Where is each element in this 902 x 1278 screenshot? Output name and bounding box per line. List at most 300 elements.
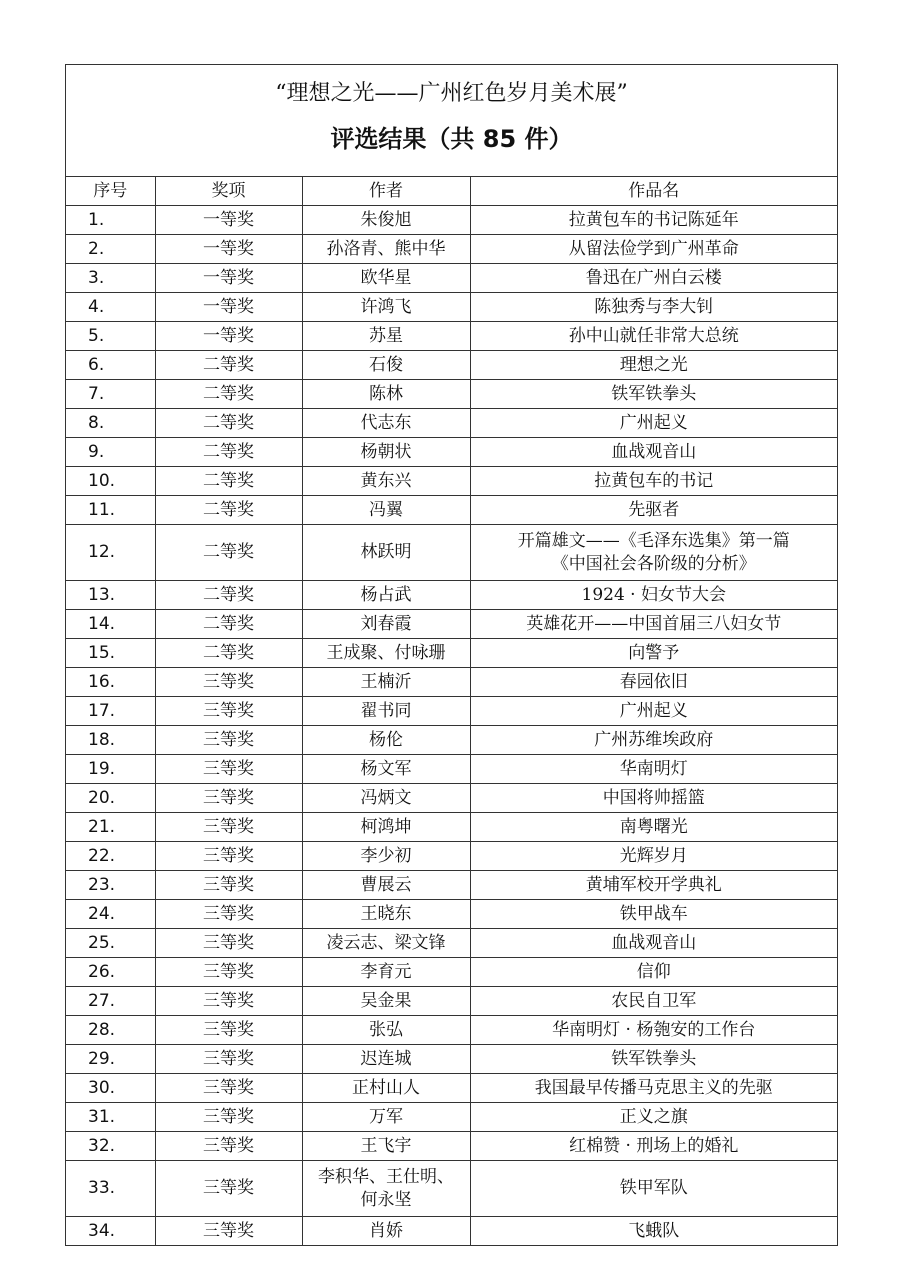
table-row bbox=[66, 438, 837, 467]
row-number: 3. bbox=[88, 267, 105, 288]
work-title: 广州起义 bbox=[619, 412, 688, 433]
results-table bbox=[66, 177, 837, 1245]
award-level: 三等奖 bbox=[203, 671, 254, 692]
table-row bbox=[66, 784, 837, 813]
cell-work bbox=[470, 668, 837, 697]
row-number: 24. bbox=[88, 903, 116, 924]
cell-author bbox=[302, 668, 470, 697]
table-row bbox=[66, 409, 837, 438]
table-row bbox=[66, 1103, 837, 1132]
cell-author bbox=[302, 842, 470, 871]
work-title: 血战观音山 bbox=[611, 932, 697, 953]
cell-author bbox=[302, 351, 470, 380]
row-number: 12. bbox=[88, 542, 116, 562]
cell-author bbox=[302, 438, 470, 467]
work-title: 南粤曙光 bbox=[619, 816, 688, 837]
work-title: 先驱者 bbox=[628, 499, 680, 520]
cell-work bbox=[470, 496, 837, 525]
author-name: 刘春霞 bbox=[360, 613, 412, 634]
cell-author bbox=[302, 987, 470, 1016]
cell-author bbox=[302, 467, 470, 496]
award-level: 三等奖 bbox=[203, 903, 254, 924]
award-level: 二等奖 bbox=[203, 412, 254, 433]
cell-award bbox=[155, 726, 302, 755]
row-number: 6. bbox=[88, 354, 105, 375]
cell-award bbox=[155, 1103, 302, 1132]
cell-no bbox=[66, 929, 155, 958]
cell-work bbox=[470, 842, 837, 871]
results-subtitle: 评选结果（共 85 件） bbox=[330, 125, 573, 153]
author-name: 柯鸿坤 bbox=[360, 816, 412, 837]
cell-author bbox=[302, 1132, 470, 1161]
row-number: 19. bbox=[88, 758, 116, 779]
work-title: 春园依旧 bbox=[619, 671, 688, 692]
row-number: 33. bbox=[88, 1178, 116, 1198]
award-level: 二等奖 bbox=[203, 470, 254, 491]
table-row bbox=[66, 1217, 837, 1246]
work-title: 理想之光 bbox=[619, 354, 688, 375]
cell-award bbox=[155, 697, 302, 726]
cell-award bbox=[155, 322, 302, 351]
row-number: 21. bbox=[88, 816, 116, 837]
cell-award bbox=[155, 1217, 302, 1246]
work-title: 农民自卫军 bbox=[611, 990, 697, 1011]
author-name: 林跃明 bbox=[360, 542, 412, 562]
cell-no bbox=[66, 755, 155, 784]
cell-work bbox=[470, 438, 837, 467]
cell-no bbox=[66, 1132, 155, 1161]
row-number: 2. bbox=[88, 238, 105, 259]
row-number: 34. bbox=[88, 1220, 116, 1241]
table-row bbox=[66, 697, 837, 726]
cell-award bbox=[155, 235, 302, 264]
cell-author bbox=[302, 1074, 470, 1103]
award-level: 二等奖 bbox=[203, 441, 254, 462]
author-name: 张弘 bbox=[369, 1019, 403, 1040]
cell-award bbox=[155, 293, 302, 322]
cell-author bbox=[302, 525, 470, 581]
cell-work bbox=[470, 1045, 837, 1074]
cell-work bbox=[470, 726, 837, 755]
table-row bbox=[66, 755, 837, 784]
row-number: 23. bbox=[88, 874, 116, 895]
table-row bbox=[66, 1074, 837, 1103]
table-row bbox=[66, 293, 837, 322]
cell-work bbox=[470, 1161, 837, 1217]
author-name: 王成聚、付咏珊 bbox=[326, 642, 446, 663]
work-title: 华南明灯 · 杨匏安的工作台 bbox=[552, 1019, 756, 1040]
author-name-line2: 何永坚 bbox=[360, 1189, 412, 1210]
author-name: 凌云志、梁文锋 bbox=[326, 932, 446, 953]
row-number: 14. bbox=[88, 613, 116, 634]
header-author: 作者 bbox=[302, 177, 470, 206]
cell-award bbox=[155, 1132, 302, 1161]
row-number: 10. bbox=[88, 470, 116, 491]
row-number: 16. bbox=[88, 671, 116, 692]
cell-award bbox=[155, 639, 302, 668]
work-title: 我国最早传播马克思主义的先驱 bbox=[534, 1077, 773, 1098]
work-title: 正义之旗 bbox=[619, 1106, 688, 1127]
results-sheet bbox=[65, 64, 838, 1246]
cell-author bbox=[302, 610, 470, 639]
cell-work bbox=[470, 293, 837, 322]
cell-no bbox=[66, 668, 155, 697]
table-row bbox=[66, 467, 837, 496]
work-title: 中国将帅摇篮 bbox=[602, 787, 705, 808]
title-block bbox=[66, 65, 837, 177]
cell-award bbox=[155, 1161, 302, 1217]
cell-no bbox=[66, 958, 155, 987]
cell-award bbox=[155, 581, 302, 610]
award-level: 三等奖 bbox=[203, 1220, 254, 1241]
award-level: 三等奖 bbox=[203, 700, 254, 721]
cell-award bbox=[155, 987, 302, 1016]
header-award: 奖项 bbox=[155, 177, 302, 206]
cell-author bbox=[302, 813, 470, 842]
table-body bbox=[66, 206, 837, 1246]
work-title: 广州起义 bbox=[619, 700, 688, 721]
cell-no bbox=[66, 496, 155, 525]
cell-award bbox=[155, 206, 302, 235]
cell-no bbox=[66, 581, 155, 610]
award-level: 三等奖 bbox=[203, 729, 254, 750]
cell-no bbox=[66, 610, 155, 639]
cell-no bbox=[66, 264, 155, 293]
work-title: 铁军铁拳头 bbox=[611, 1048, 697, 1069]
cell-no bbox=[66, 525, 155, 581]
work-title: 开篇雄文——《毛泽东选集》第一篇 bbox=[517, 530, 790, 551]
cell-author bbox=[302, 496, 470, 525]
row-number: 25. bbox=[88, 932, 116, 953]
author-name: 王楠沂 bbox=[360, 671, 412, 692]
cell-award bbox=[155, 1045, 302, 1074]
award-level: 三等奖 bbox=[203, 990, 254, 1011]
cell-author bbox=[302, 639, 470, 668]
cell-award bbox=[155, 610, 302, 639]
author-name: 杨占武 bbox=[360, 584, 412, 605]
author-name: 翟书同 bbox=[360, 700, 412, 721]
cell-work bbox=[470, 409, 837, 438]
table-row bbox=[66, 1132, 837, 1161]
cell-author bbox=[302, 293, 470, 322]
table-row bbox=[66, 610, 837, 639]
work-title: 孙中山就任非常大总统 bbox=[568, 325, 739, 346]
cell-award bbox=[155, 871, 302, 900]
award-level: 三等奖 bbox=[203, 816, 254, 837]
cell-author bbox=[302, 380, 470, 409]
award-level: 一等奖 bbox=[203, 325, 254, 346]
work-title: 飞蛾队 bbox=[628, 1220, 680, 1241]
author-name: 吴金果 bbox=[360, 990, 412, 1011]
row-number: 30. bbox=[88, 1077, 116, 1098]
author-name: 王飞宇 bbox=[360, 1135, 412, 1156]
cell-work bbox=[470, 755, 837, 784]
cell-award bbox=[155, 409, 302, 438]
cell-work bbox=[470, 1074, 837, 1103]
cell-no bbox=[66, 1016, 155, 1045]
table-row bbox=[66, 871, 837, 900]
cell-author bbox=[302, 697, 470, 726]
row-number: 18. bbox=[88, 729, 116, 750]
author-name: 苏星 bbox=[369, 325, 403, 346]
award-level: 二等奖 bbox=[203, 354, 254, 375]
cell-author bbox=[302, 1016, 470, 1045]
cell-award bbox=[155, 842, 302, 871]
work-title: 向警予 bbox=[628, 642, 680, 663]
author-name: 代志东 bbox=[360, 412, 412, 433]
award-level: 二等奖 bbox=[203, 542, 254, 562]
award-level: 三等奖 bbox=[203, 787, 254, 808]
cell-no bbox=[66, 380, 155, 409]
exhibition-title: “理想之光——广州红色岁月美术展” bbox=[275, 81, 628, 106]
table-row bbox=[66, 235, 837, 264]
cell-author bbox=[302, 322, 470, 351]
table-row bbox=[66, 958, 837, 987]
award-level: 一等奖 bbox=[203, 267, 254, 288]
author-name: 正村山人 bbox=[352, 1077, 420, 1098]
table-row bbox=[66, 351, 837, 380]
cell-award bbox=[155, 784, 302, 813]
row-number: 27. bbox=[88, 990, 116, 1011]
cell-author bbox=[302, 755, 470, 784]
cell-no bbox=[66, 900, 155, 929]
table-row bbox=[66, 322, 837, 351]
cell-no bbox=[66, 1217, 155, 1246]
table-row bbox=[66, 1045, 837, 1074]
table-row bbox=[66, 726, 837, 755]
cell-award bbox=[155, 668, 302, 697]
cell-work bbox=[470, 1016, 837, 1045]
cell-work bbox=[470, 929, 837, 958]
award-level: 一等奖 bbox=[203, 296, 254, 317]
author-name: 肖娇 bbox=[369, 1220, 403, 1241]
cell-award bbox=[155, 467, 302, 496]
work-title: 信仰 bbox=[636, 961, 671, 982]
cell-work bbox=[470, 639, 837, 668]
cell-work bbox=[470, 900, 837, 929]
row-number: 13. bbox=[88, 584, 116, 605]
table-row bbox=[66, 525, 837, 581]
cell-no bbox=[66, 1074, 155, 1103]
award-level: 三等奖 bbox=[203, 932, 254, 953]
row-number: 8. bbox=[88, 412, 105, 433]
author-name: 朱俊旭 bbox=[360, 209, 412, 230]
cell-author bbox=[302, 206, 470, 235]
author-name: 孙洛青、熊中华 bbox=[326, 238, 446, 259]
award-level: 二等奖 bbox=[203, 383, 254, 404]
award-level: 二等奖 bbox=[203, 642, 254, 663]
author-name: 冯翼 bbox=[369, 499, 403, 520]
cell-author bbox=[302, 871, 470, 900]
cell-no bbox=[66, 813, 155, 842]
cell-author bbox=[302, 235, 470, 264]
cell-award bbox=[155, 496, 302, 525]
cell-work bbox=[470, 467, 837, 496]
award-level: 三等奖 bbox=[203, 1019, 254, 1040]
cell-no bbox=[66, 438, 155, 467]
cell-work bbox=[470, 610, 837, 639]
cell-work bbox=[470, 697, 837, 726]
table-row bbox=[66, 264, 837, 293]
cell-no bbox=[66, 871, 155, 900]
cell-work bbox=[470, 322, 837, 351]
award-level: 一等奖 bbox=[203, 209, 254, 230]
row-number: 28. bbox=[88, 1019, 116, 1040]
cell-award bbox=[155, 958, 302, 987]
cell-no bbox=[66, 1161, 155, 1217]
cell-author bbox=[302, 929, 470, 958]
cell-no bbox=[66, 467, 155, 496]
table-row bbox=[66, 380, 837, 409]
cell-award bbox=[155, 380, 302, 409]
cell-no bbox=[66, 322, 155, 351]
cell-no bbox=[66, 409, 155, 438]
table-row bbox=[66, 900, 837, 929]
cell-award bbox=[155, 264, 302, 293]
table-row bbox=[66, 668, 837, 697]
work-title: 拉黄包车的书记陈延年 bbox=[568, 209, 739, 230]
award-level: 二等奖 bbox=[203, 613, 254, 634]
award-level: 三等奖 bbox=[203, 758, 254, 779]
cell-work bbox=[470, 525, 837, 581]
cell-no bbox=[66, 639, 155, 668]
cell-no bbox=[66, 987, 155, 1016]
work-title: 从留法俭学到广州革命 bbox=[568, 238, 739, 259]
award-level: 二等奖 bbox=[203, 584, 254, 605]
cell-author bbox=[302, 1161, 470, 1217]
cell-award bbox=[155, 1074, 302, 1103]
award-level: 一等奖 bbox=[203, 238, 254, 259]
row-number: 9. bbox=[88, 441, 105, 462]
work-title: 光辉岁月 bbox=[619, 845, 688, 866]
work-title: 1924 · 妇女节大会 bbox=[581, 584, 726, 605]
cell-award bbox=[155, 438, 302, 467]
author-name: 李育元 bbox=[360, 961, 412, 982]
award-level: 三等奖 bbox=[203, 1135, 254, 1156]
work-title: 陈独秀与李大钊 bbox=[594, 296, 714, 317]
table-row bbox=[66, 1016, 837, 1045]
cell-work bbox=[470, 1132, 837, 1161]
work-title: 广州苏维埃政府 bbox=[594, 729, 714, 750]
cell-work bbox=[470, 351, 837, 380]
cell-work bbox=[470, 1217, 837, 1246]
table-row bbox=[66, 1161, 837, 1217]
author-name: 杨伦 bbox=[369, 729, 403, 750]
cell-author bbox=[302, 726, 470, 755]
cell-no bbox=[66, 1045, 155, 1074]
cell-work bbox=[470, 813, 837, 842]
row-number: 5. bbox=[88, 325, 105, 346]
cell-work bbox=[470, 206, 837, 235]
table-row bbox=[66, 987, 837, 1016]
table-row bbox=[66, 206, 837, 235]
cell-work bbox=[470, 958, 837, 987]
author-name: 李少初 bbox=[360, 845, 412, 866]
cell-award bbox=[155, 351, 302, 380]
cell-author bbox=[302, 1045, 470, 1074]
cell-work bbox=[470, 581, 837, 610]
table-row bbox=[66, 496, 837, 525]
cell-no bbox=[66, 697, 155, 726]
author-name: 迟连城 bbox=[360, 1048, 412, 1069]
row-number: 1. bbox=[88, 209, 105, 230]
author-name: 万军 bbox=[369, 1106, 403, 1127]
work-title: 血战观音山 bbox=[611, 441, 697, 462]
row-number: 15. bbox=[88, 642, 116, 663]
row-number: 29. bbox=[88, 1048, 116, 1069]
author-name: 李积华、王仕明、 bbox=[318, 1166, 454, 1187]
cell-award bbox=[155, 1016, 302, 1045]
row-number: 26. bbox=[88, 961, 116, 982]
work-title: 华南明灯 bbox=[619, 758, 688, 779]
cell-no bbox=[66, 235, 155, 264]
cell-work bbox=[470, 987, 837, 1016]
table-row bbox=[66, 842, 837, 871]
award-level: 三等奖 bbox=[203, 1106, 254, 1127]
row-number: 17. bbox=[88, 700, 116, 721]
cell-no bbox=[66, 351, 155, 380]
header-no: 序号 bbox=[66, 177, 155, 206]
cell-author bbox=[302, 409, 470, 438]
work-title: 黄埔军校开学典礼 bbox=[585, 874, 722, 895]
cell-author bbox=[302, 1217, 470, 1246]
author-name: 冯炳文 bbox=[360, 787, 412, 808]
award-level: 三等奖 bbox=[203, 845, 254, 866]
cell-work bbox=[470, 235, 837, 264]
row-number: 20. bbox=[88, 787, 116, 808]
author-name: 陈林 bbox=[369, 383, 403, 404]
award-level: 三等奖 bbox=[203, 1048, 254, 1069]
cell-award bbox=[155, 755, 302, 784]
table-row bbox=[66, 639, 837, 668]
cell-author bbox=[302, 958, 470, 987]
author-name: 王晓东 bbox=[360, 903, 412, 924]
award-level: 三等奖 bbox=[203, 1077, 254, 1098]
work-title: 拉黄包车的书记 bbox=[594, 470, 714, 491]
cell-award bbox=[155, 929, 302, 958]
row-number: 22. bbox=[88, 845, 116, 866]
award-level: 三等奖 bbox=[203, 1178, 254, 1198]
cell-no bbox=[66, 726, 155, 755]
work-title: 鲁迅在广州白云楼 bbox=[585, 267, 722, 288]
cell-work bbox=[470, 1103, 837, 1132]
award-level: 二等奖 bbox=[203, 499, 254, 520]
cell-no bbox=[66, 842, 155, 871]
author-name: 欧华星 bbox=[360, 267, 412, 288]
table-header-row bbox=[66, 177, 837, 206]
cell-award bbox=[155, 525, 302, 581]
award-level: 三等奖 bbox=[203, 874, 254, 895]
author-name: 黄东兴 bbox=[360, 470, 412, 491]
cell-work bbox=[470, 380, 837, 409]
row-number: 31. bbox=[88, 1106, 116, 1127]
row-number: 4. bbox=[88, 296, 105, 317]
work-title: 铁军铁拳头 bbox=[611, 383, 697, 404]
work-title: 红棉赞 · 刑场上的婚礼 bbox=[569, 1135, 739, 1156]
author-name: 杨文军 bbox=[360, 758, 412, 779]
cell-author bbox=[302, 900, 470, 929]
row-number: 7. bbox=[88, 383, 105, 404]
work-title-line2: 《中国社会各阶级的分析》 bbox=[551, 553, 756, 574]
work-title: 铁甲战车 bbox=[619, 903, 688, 924]
cell-award bbox=[155, 813, 302, 842]
cell-author bbox=[302, 264, 470, 293]
author-name: 曹展云 bbox=[360, 874, 412, 895]
cell-work bbox=[470, 784, 837, 813]
cell-no bbox=[66, 784, 155, 813]
cell-author bbox=[302, 1103, 470, 1132]
award-level: 三等奖 bbox=[203, 961, 254, 982]
